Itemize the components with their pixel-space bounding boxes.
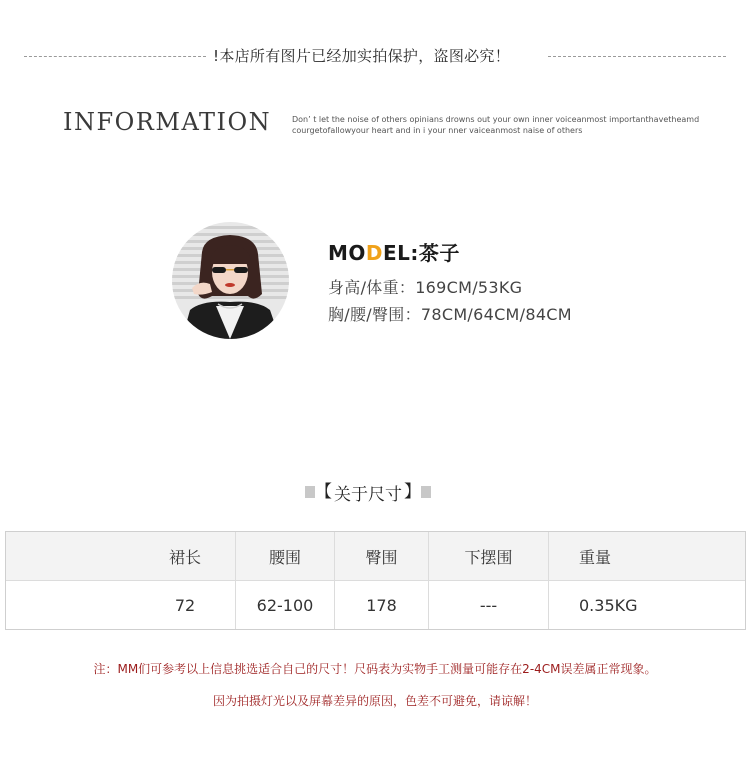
model-label-part-2: EL:: [383, 241, 419, 265]
heading-bar-left: [305, 486, 315, 498]
copyright-notice: [24, 44, 726, 68]
table-header-row: [6, 532, 745, 580]
model-measurements: 胸/腰/臀围：78CM/64CM/84CM: [328, 305, 572, 324]
heading-label: 关于尺寸: [334, 484, 402, 505]
value-skirt-length: [6, 581, 236, 629]
header-weight: 重量: [579, 547, 612, 567]
model-label-part-1: MO: [328, 241, 366, 265]
header-skirt-length-text: 裙长: [168, 547, 201, 567]
value-hip: 178: [335, 581, 429, 629]
model-label-accent: D: [365, 241, 384, 265]
value-hem: ---: [429, 581, 549, 629]
header-skirt-length: [6, 532, 236, 580]
value-weight: 0.35KG: [579, 595, 638, 615]
model-height-weight: 身高/体重：169CM/53KG: [328, 278, 523, 297]
table-row: [6, 580, 745, 629]
information-description: [292, 114, 712, 136]
measurement-note: 注：MM们可参考以上信息挑选适合自己的尺寸！尺码表为实物手工测量可能存在2-4CM误差属正常现象。: [93, 662, 657, 676]
size-section-heading: [305, 477, 431, 505]
heading-bracket-left: 【: [315, 482, 332, 502]
heading-bracket-right: 】: [404, 482, 421, 502]
information-title: INFORMATION: [63, 108, 272, 136]
description-line-2: courgetofallowyour heart and in i your nner vaiceanmost naise of others: [292, 126, 583, 135]
header-hem: 下摆围: [429, 532, 549, 580]
divider-left: [24, 56, 206, 57]
size-table: [5, 531, 746, 630]
heading-bar-right: [421, 486, 431, 498]
model-name-value: 茶子: [418, 241, 460, 265]
value-skirt-length-text: 72: [174, 595, 196, 615]
model-name: [328, 237, 460, 266]
notice-text: !本店所有图片已经加实拍保护，盗图必究！: [213, 47, 511, 65]
color-difference-note: 因为拍摄灯光以及屏幕差异的原因，色差不可避免，请谅解！: [212, 694, 537, 708]
divider-right: [548, 56, 726, 57]
description-line-1: Don’ t let the noise of others opinians drowns out your own inner voiceanmost importanthavetheamd: [292, 115, 700, 124]
header-waist: 腰围: [236, 532, 335, 580]
header-hip: 臀围: [335, 532, 429, 580]
value-waist: 62-100: [236, 581, 335, 629]
model-avatar: [172, 222, 289, 339]
